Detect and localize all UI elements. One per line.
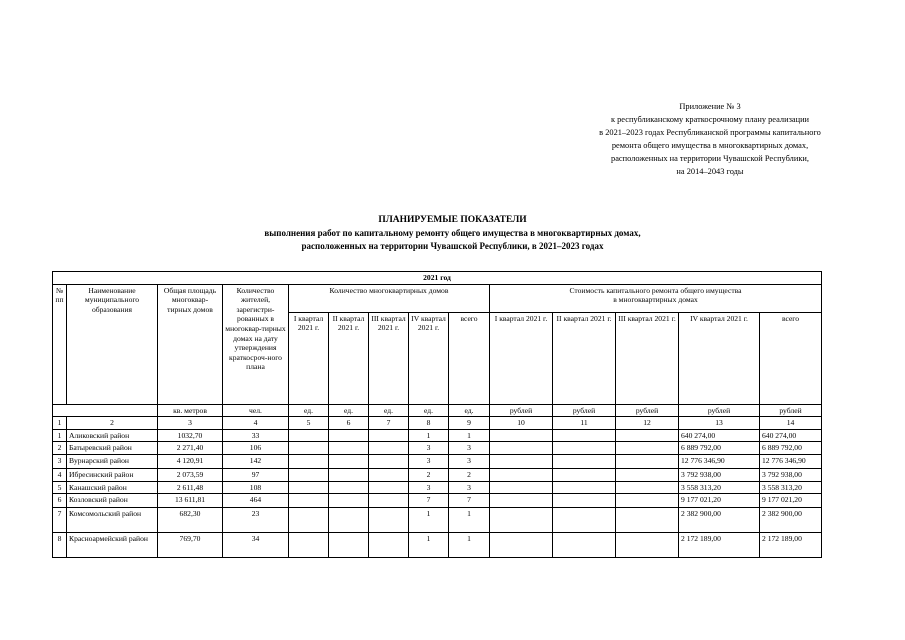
document-heading: [200, 214, 705, 253]
row-q3-houses: [369, 481, 409, 494]
column-number: 10: [490, 417, 553, 430]
row-area: 2 271,40: [158, 442, 223, 455]
row-q1-houses: [289, 533, 329, 558]
row-residents: 34: [223, 533, 289, 558]
row-number: 7: [53, 508, 67, 533]
header-municipality: Наименование муниципального образования: [67, 284, 158, 404]
table-row: [53, 533, 822, 558]
row-municipality: Аликовский район: [67, 429, 158, 442]
row-q3-cost: [616, 481, 679, 494]
row-q3-cost: [616, 468, 679, 481]
row-area: 2 611,48: [158, 481, 223, 494]
appendix-line: на 2014–2043 годы: [676, 167, 744, 176]
table-row: [53, 468, 822, 481]
row-total-cost: 9 177 021,20: [760, 494, 822, 508]
unit-cell: чел.: [223, 404, 289, 417]
appendix-note: [540, 100, 880, 178]
appendix-line: расположенных на территории Чувашской Республики,: [611, 154, 809, 163]
row-q1-houses: [289, 454, 329, 468]
row-total-houses: 1: [449, 533, 490, 558]
header-total-area: Общая площадь многоквар-тирных домов: [158, 284, 223, 404]
row-number: 4: [53, 468, 67, 481]
row-number: 2: [53, 442, 67, 455]
header-q1-cost: I квартал 2021 г.: [490, 312, 553, 404]
row-q1-cost: [490, 468, 553, 481]
row-q2-cost: [553, 468, 616, 481]
row-area: 769,70: [158, 533, 223, 558]
row-total-houses: 1: [449, 508, 490, 533]
column-number: 2: [67, 417, 158, 430]
row-q1-cost: [490, 454, 553, 468]
table-row: [53, 508, 822, 533]
row-q1-houses: [289, 481, 329, 494]
row-total-cost: 3 558 313,20: [760, 481, 822, 494]
header-repair-cost: [490, 284, 822, 312]
table-row: [53, 454, 822, 468]
unit-cell: рублей: [679, 404, 760, 417]
row-number: 1: [53, 429, 67, 442]
row-total-cost: 640 274,00: [760, 429, 822, 442]
row-q4-cost: 640 274,00: [679, 429, 760, 442]
header-repair-cost-line: в многоквартирных домах: [613, 295, 698, 305]
row-q3-cost: [616, 508, 679, 533]
row-q4-houses: 2: [409, 468, 449, 481]
row-q2-houses: [329, 508, 369, 533]
row-q1-cost: [490, 494, 553, 508]
row-number: 5: [53, 481, 67, 494]
row-q2-houses: [329, 533, 369, 558]
row-q3-cost: [616, 429, 679, 442]
row-q3-houses: [369, 494, 409, 508]
row-area: 1032,70: [158, 429, 223, 442]
appendix-line: к республиканскому краткосрочному плану реализации: [610, 115, 810, 124]
row-q1-houses: [289, 442, 329, 455]
row-area: 2 073,59: [158, 468, 223, 481]
row-total-houses: 3: [449, 454, 490, 468]
row-q4-houses: 3: [409, 442, 449, 455]
unit-cell: ед.: [329, 404, 369, 417]
unit-cell: ед.: [409, 404, 449, 417]
column-number: 11: [553, 417, 616, 430]
row-q3-houses: [369, 533, 409, 558]
unit-cell: [53, 404, 158, 417]
row-q2-cost: [553, 442, 616, 455]
table-row: [53, 442, 822, 455]
appendix-line: Приложение № 3: [679, 102, 741, 111]
row-total-cost: 3 792 938,00: [760, 468, 822, 481]
column-number: 9: [449, 417, 490, 430]
row-q4-houses: 3: [409, 454, 449, 468]
row-total-houses: 3: [449, 442, 490, 455]
row-total-houses: 1: [449, 429, 490, 442]
row-municipality: Комсомольский район: [67, 508, 158, 533]
unit-cell: рублей: [490, 404, 553, 417]
unit-cell: рублей: [553, 404, 616, 417]
header-total-cost: всего: [760, 312, 822, 404]
table-row: [53, 494, 822, 508]
header-total-houses: всего: [449, 312, 490, 404]
header-houses-count: Количество многоквартирных домов: [289, 284, 490, 312]
column-number: 6: [329, 417, 369, 430]
row-q1-cost: [490, 508, 553, 533]
row-q3-houses: [369, 429, 409, 442]
table-row: [53, 429, 822, 442]
row-q2-cost: [553, 429, 616, 442]
row-q4-houses: 1: [409, 429, 449, 442]
row-q2-houses: [329, 494, 369, 508]
row-q2-houses: [329, 429, 369, 442]
row-total-cost: 2 172 189,00: [760, 533, 822, 558]
row-residents: 464: [223, 494, 289, 508]
row-q1-houses: [289, 494, 329, 508]
unit-cell: ед.: [449, 404, 490, 417]
row-residents: 33: [223, 429, 289, 442]
row-q2-cost: [553, 533, 616, 558]
header-q2-cost: II квартал 2021 г.: [553, 312, 616, 404]
row-q4-houses: 1: [409, 533, 449, 558]
row-q3-houses: [369, 468, 409, 481]
row-area: 4 120,91: [158, 454, 223, 468]
row-residents: 97: [223, 468, 289, 481]
row-q1-cost: [490, 442, 553, 455]
unit-cell: ед.: [289, 404, 329, 417]
unit-cell: рублей: [616, 404, 679, 417]
row-q1-cost: [490, 481, 553, 494]
indicators-table: [52, 271, 822, 558]
header-repair-cost-line: Стоимость капитального ремонта общего имущества: [569, 285, 742, 295]
row-total-cost: 2 382 900,00: [760, 508, 822, 533]
row-area: 13 611,81: [158, 494, 223, 508]
row-q4-houses: 1: [409, 508, 449, 533]
header-q1-houses: I квартал 2021 г.: [289, 312, 329, 404]
row-number: 6: [53, 494, 67, 508]
row-municipality: Батыревский район: [67, 442, 158, 455]
row-q4-cost: 3 792 938,00: [679, 468, 760, 481]
row-municipality: Красноармейский район: [67, 533, 158, 558]
row-total-houses: 7: [449, 494, 490, 508]
row-q1-cost: [490, 533, 553, 558]
row-q4-cost: 6 889 792,00: [679, 442, 760, 455]
row-total-houses: 2: [449, 468, 490, 481]
column-number: 7: [369, 417, 409, 430]
row-municipality: Ибресинский район: [67, 468, 158, 481]
row-q4-cost: 12 776 346,90: [679, 454, 760, 468]
row-q4-cost: 2 172 189,00: [679, 533, 760, 558]
header-q4-cost: IV квартал 2021 г.: [679, 312, 760, 404]
column-number: 3: [158, 417, 223, 430]
row-q4-cost: 9 177 021,20: [679, 494, 760, 508]
row-municipality: Канашский район: [67, 481, 158, 494]
row-q2-houses: [329, 442, 369, 455]
table-row: [53, 481, 822, 494]
row-municipality: Вурнарский район: [67, 454, 158, 468]
document-title: ПЛАНИРУЕМЫЕ ПОКАЗАТЕЛИ: [378, 215, 527, 225]
row-q1-houses: [289, 429, 329, 442]
unit-cell: ед.: [369, 404, 409, 417]
row-q4-houses: 3: [409, 481, 449, 494]
row-q3-cost: [616, 442, 679, 455]
column-number: 4: [223, 417, 289, 430]
unit-cell: рублей: [760, 404, 822, 417]
column-number: 1: [53, 417, 67, 430]
row-q4-cost: 3 558 313,20: [679, 481, 760, 494]
row-total-cost: 12 776 346,90: [760, 454, 822, 468]
row-q1-houses: [289, 508, 329, 533]
row-total-cost: 6 889 792,00: [760, 442, 822, 455]
row-q2-cost: [553, 481, 616, 494]
header-q3-houses: III квартал 2021 г.: [369, 312, 409, 404]
header-residents: Количество жителей, зарегистри-рованных в многоквар-тирных домах на дату утверждения краткосроч-ного плана: [223, 284, 289, 404]
header-q3-cost: III квартал 2021 г.: [616, 312, 679, 404]
appendix-line: в 2021–2023 годах Республиканской программы капитального: [599, 128, 821, 137]
document-subtitle: расположенных на территории Чувашской Республики, в 2021–2023 годах: [301, 241, 604, 251]
row-q4-cost: 2 382 900,00: [679, 508, 760, 533]
document-subtitle: выполнения работ по капитальному ремонту общего имущества в многоквартирных домах,: [264, 228, 641, 238]
column-number: 8: [409, 417, 449, 430]
row-municipality: Козловский район: [67, 494, 158, 508]
column-number: 12: [616, 417, 679, 430]
header-number: № пп: [53, 284, 67, 404]
row-residents: 142: [223, 454, 289, 468]
row-q2-cost: [553, 494, 616, 508]
row-q2-houses: [329, 481, 369, 494]
row-number: 3: [53, 454, 67, 468]
row-q4-houses: 7: [409, 494, 449, 508]
row-q2-cost: [553, 508, 616, 533]
row-number: 8: [53, 533, 67, 558]
row-q1-houses: [289, 468, 329, 481]
appendix-line: ремонта общего имущества в многоквартирных домах,: [611, 141, 809, 150]
row-q3-houses: [369, 508, 409, 533]
row-residents: 23: [223, 508, 289, 533]
row-q3-cost: [616, 533, 679, 558]
row-q3-cost: [616, 454, 679, 468]
column-number: 5: [289, 417, 329, 430]
row-q3-houses: [369, 454, 409, 468]
header-q2-houses: II квартал 2021 г.: [329, 312, 369, 404]
column-number: 14: [760, 417, 822, 430]
row-q2-houses: [329, 468, 369, 481]
row-residents: 108: [223, 481, 289, 494]
year-header: 2021 год: [53, 272, 822, 285]
header-q4-houses: IV квартал 2021 г.: [409, 312, 449, 404]
row-residents: 106: [223, 442, 289, 455]
row-q3-houses: [369, 442, 409, 455]
unit-cell: кв. метров: [158, 404, 223, 417]
row-q2-houses: [329, 454, 369, 468]
row-total-houses: 3: [449, 481, 490, 494]
column-number: 13: [679, 417, 760, 430]
row-q1-cost: [490, 429, 553, 442]
row-area: 682,30: [158, 508, 223, 533]
row-q2-cost: [553, 454, 616, 468]
row-q3-cost: [616, 494, 679, 508]
